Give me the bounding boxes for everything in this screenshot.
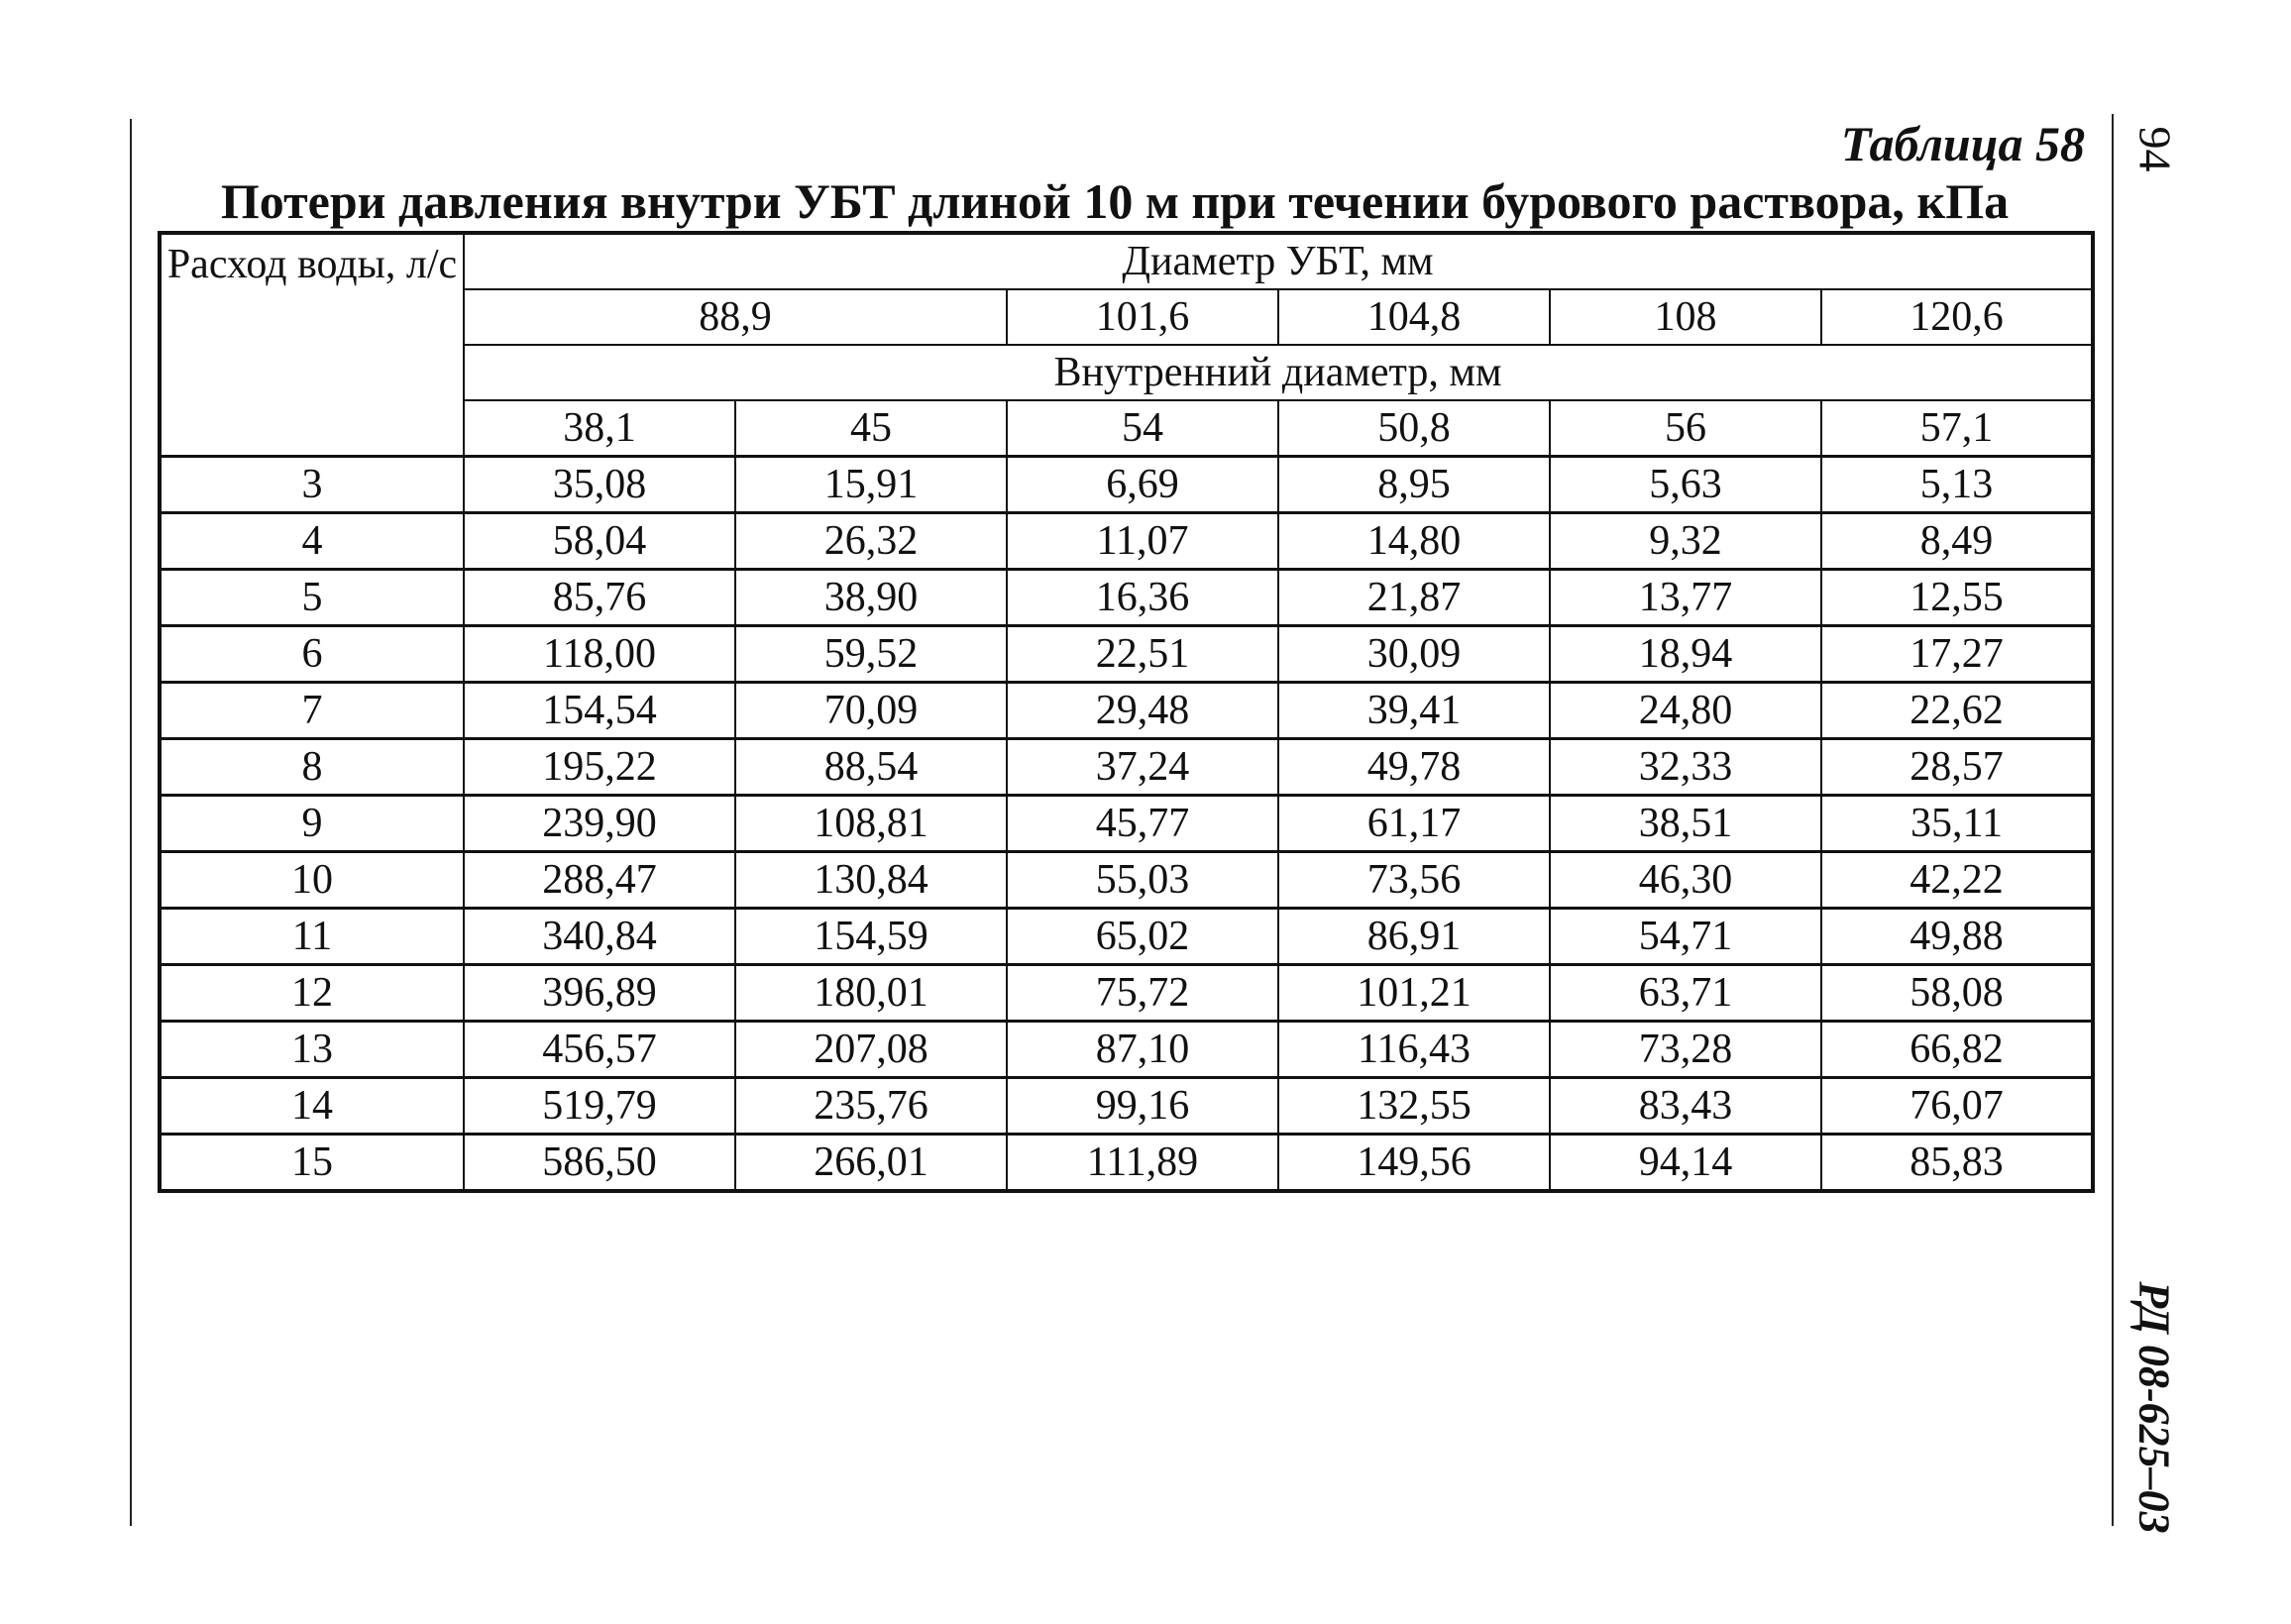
table-number: Таблица 58 xyxy=(1840,116,2085,171)
pressure-loss-cell: 8,49 xyxy=(1821,513,2093,570)
pressure-loss-cell: 586,50 xyxy=(464,1135,735,1192)
pressure-loss-cell: 65,02 xyxy=(1007,909,1278,965)
pressure-loss-cell: 101,21 xyxy=(1278,965,1550,1022)
pressure-loss-cell: 37,24 xyxy=(1007,739,1278,796)
outer-diameter-cell: 108 xyxy=(1550,289,1821,345)
pressure-loss-cell: 54,71 xyxy=(1550,909,1821,965)
flow-rate-cell: 10 xyxy=(160,852,464,909)
flow-rate-cell: 13 xyxy=(160,1022,464,1078)
pressure-loss-cell: 22,62 xyxy=(1821,683,2093,739)
table-row xyxy=(160,852,2093,909)
pressure-loss-cell: 6,69 xyxy=(1007,457,1278,513)
pressure-loss-cell: 12,55 xyxy=(1821,570,2093,626)
pressure-loss-cell: 118,00 xyxy=(464,626,735,683)
pressure-loss-cell: 39,41 xyxy=(1278,683,1550,739)
pressure-loss-cell: 18,94 xyxy=(1550,626,1821,683)
pressure-loss-cell: 5,63 xyxy=(1550,457,1821,513)
pressure-loss-cell: 5,13 xyxy=(1821,457,2093,513)
inner-diameter-cell: 54 xyxy=(1007,400,1278,457)
pressure-loss-cell: 13,77 xyxy=(1550,570,1821,626)
table-row xyxy=(160,683,2093,739)
pressure-loss-cell: 207,08 xyxy=(735,1022,1007,1078)
flow-rate-cell: 11 xyxy=(160,909,464,965)
pressure-loss-cell: 180,01 xyxy=(735,965,1007,1022)
outer-diameter-cell: 101,6 xyxy=(1007,289,1278,345)
table-row xyxy=(160,457,2093,513)
pressure-loss-cell: 154,54 xyxy=(464,683,735,739)
pressure-loss-cell: 519,79 xyxy=(464,1078,735,1135)
pressure-loss-cell: 73,28 xyxy=(1550,1022,1821,1078)
inner-diameter-cell: 57,1 xyxy=(1821,400,2093,457)
flow-rate-cell: 9 xyxy=(160,796,464,852)
flow-rate-cell: 14 xyxy=(160,1078,464,1135)
pressure-loss-cell: 14,80 xyxy=(1278,513,1550,570)
pressure-loss-cell: 396,89 xyxy=(464,965,735,1022)
pressure-loss-cell: 15,91 xyxy=(735,457,1007,513)
inner-diameter-cell: 38,1 xyxy=(464,400,735,457)
pressure-loss-cell: 46,30 xyxy=(1550,852,1821,909)
flow-rate-cell: 4 xyxy=(160,513,464,570)
pressure-loss-cell: 99,16 xyxy=(1007,1078,1278,1135)
pressure-loss-cell: 130,84 xyxy=(735,852,1007,909)
pressure-loss-cell: 49,88 xyxy=(1821,909,2093,965)
pressure-loss-cell: 149,56 xyxy=(1278,1135,1550,1192)
table-row xyxy=(160,570,2093,626)
pressure-loss-cell: 75,72 xyxy=(1007,965,1278,1022)
pressure-loss-cell: 9,32 xyxy=(1550,513,1821,570)
page-number-text: 94 xyxy=(2129,126,2181,171)
table-row xyxy=(160,626,2093,683)
left-margin-rule xyxy=(130,119,132,1526)
pressure-loss-cell: 30,09 xyxy=(1278,626,1550,683)
flow-rate-cell: 5 xyxy=(160,570,464,626)
pressure-loss-cell: 16,36 xyxy=(1007,570,1278,626)
pressure-loss-cell: 58,08 xyxy=(1821,965,2093,1022)
document-code-text: РД 08-625–03 xyxy=(2129,1280,2179,1534)
pressure-loss-cell: 456,57 xyxy=(464,1022,735,1078)
pressure-loss-cell: 73,56 xyxy=(1278,852,1550,909)
pressure-loss-table xyxy=(158,231,2095,1193)
pressure-loss-cell: 94,14 xyxy=(1550,1135,1821,1192)
flow-rate-cell: 3 xyxy=(160,457,464,513)
table-row xyxy=(160,909,2093,965)
pressure-loss-cell: 66,82 xyxy=(1821,1022,2093,1078)
flow-rate-cell: 7 xyxy=(160,683,464,739)
pressure-loss-cell: 239,90 xyxy=(464,796,735,852)
pressure-loss-cell: 63,71 xyxy=(1550,965,1821,1022)
table-caption: Потери давления внутри УБТ длиной 10 м при течении бурового раствора, кПа xyxy=(220,173,2010,229)
right-margin-rule xyxy=(2112,114,2114,1526)
pressure-loss-cell: 26,32 xyxy=(735,513,1007,570)
pressure-loss-cell: 55,03 xyxy=(1007,852,1278,909)
inner-diameter-cell: 45 xyxy=(735,400,1007,457)
table-row xyxy=(160,1078,2093,1135)
outer-diameter-cell: 104,8 xyxy=(1278,289,1550,345)
pressure-loss-cell: 111,89 xyxy=(1007,1135,1278,1192)
flow-rate-cell: 12 xyxy=(160,965,464,1022)
pressure-loss-cell: 59,52 xyxy=(735,626,1007,683)
pressure-loss-cell: 340,84 xyxy=(464,909,735,965)
pressure-loss-cell: 70,09 xyxy=(735,683,1007,739)
pressure-loss-cell: 195,22 xyxy=(464,739,735,796)
table-row xyxy=(160,1135,2093,1192)
pressure-loss-cell: 24,80 xyxy=(1550,683,1821,739)
flow-rate-cell: 15 xyxy=(160,1135,464,1192)
pressure-loss-cell: 11,07 xyxy=(1007,513,1278,570)
pressure-loss-cell: 42,22 xyxy=(1821,852,2093,909)
pressure-loss-cell: 288,47 xyxy=(464,852,735,909)
pressure-loss-cell: 38,90 xyxy=(735,570,1007,626)
pressure-loss-cell: 108,81 xyxy=(735,796,1007,852)
outer-diameter-cell: 88,9 xyxy=(464,289,1007,345)
pressure-loss-cell: 38,51 xyxy=(1550,796,1821,852)
pressure-loss-cell: 17,27 xyxy=(1821,626,2093,683)
pressure-loss-cell: 154,59 xyxy=(735,909,1007,965)
pressure-loss-cell: 45,77 xyxy=(1007,796,1278,852)
inner-diameter-header: Внутренний диаметр, мм xyxy=(464,345,2093,400)
pressure-loss-cell: 58,04 xyxy=(464,513,735,570)
table-row xyxy=(160,796,2093,852)
inner-diameter-cell: 50,8 xyxy=(1278,400,1550,457)
pressure-loss-cell: 61,17 xyxy=(1278,796,1550,852)
pressure-loss-cell: 22,51 xyxy=(1007,626,1278,683)
pressure-loss-cell: 35,08 xyxy=(464,457,735,513)
inner-diameter-cell: 56 xyxy=(1550,400,1821,457)
flow-rate-cell: 6 xyxy=(160,626,464,683)
table-row xyxy=(160,1022,2093,1078)
pressure-loss-cell: 266,01 xyxy=(735,1135,1007,1192)
pressure-loss-cell: 32,33 xyxy=(1550,739,1821,796)
pressure-loss-cell: 83,43 xyxy=(1550,1078,1821,1135)
pressure-loss-cell: 85,76 xyxy=(464,570,735,626)
pressure-loss-cell: 85,83 xyxy=(1821,1135,2093,1192)
pressure-loss-cell: 49,78 xyxy=(1278,739,1550,796)
pressure-loss-cell: 28,57 xyxy=(1821,739,2093,796)
pressure-loss-cell: 116,43 xyxy=(1278,1022,1550,1078)
pressure-loss-cell: 235,76 xyxy=(735,1078,1007,1135)
pressure-loss-cell: 8,95 xyxy=(1278,457,1550,513)
document-code xyxy=(2119,1278,2190,1536)
pressure-loss-cell: 35,11 xyxy=(1821,796,2093,852)
table-row xyxy=(160,965,2093,1022)
pressure-loss-cell: 132,55 xyxy=(1278,1078,1550,1135)
flow-rate-header: Расход воды, л/с xyxy=(160,233,464,457)
pressure-loss-cell: 21,87 xyxy=(1278,570,1550,626)
pressure-loss-cell: 87,10 xyxy=(1007,1022,1278,1078)
pressure-loss-cell: 86,91 xyxy=(1278,909,1550,965)
pressure-loss-cell: 88,54 xyxy=(735,739,1007,796)
page-number xyxy=(2126,119,2185,178)
table-row xyxy=(160,739,2093,796)
pressure-loss-cell: 29,48 xyxy=(1007,683,1278,739)
outer-diameter-cell: 120,6 xyxy=(1821,289,2093,345)
pressure-loss-cell: 76,07 xyxy=(1821,1078,2093,1135)
outer-diameter-header: Диаметр УБТ, мм xyxy=(464,233,2093,289)
table-row xyxy=(160,513,2093,570)
flow-rate-cell: 8 xyxy=(160,739,464,796)
